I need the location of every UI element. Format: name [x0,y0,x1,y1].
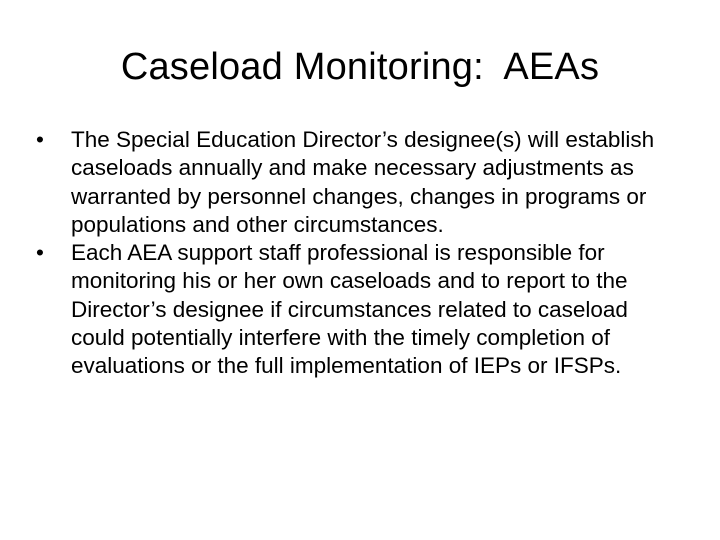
bullet-item-staff [36,239,686,380]
bullet-item-designee [36,126,686,239]
bullet-text: Each AEA support staff professional is responsible for monitoring his or her own caseloads and to report to the Director’s designee if circumstances related to caseload could potentially interfere with the timely completion of evaluations or the full implementation of IEPs or IFSPs. [71,240,628,379]
bullet-dot-icon: • [36,240,44,266]
slide-title: Caseload Monitoring: AEAs [120,46,600,88]
bullet-list [36,126,686,381]
bullet-text: The Special Education Director’s designee(s) will establish caseloads annually and make necessary adjustments as warranted by personnel changes, changes in programs or populations and other circumstances. [71,127,655,237]
bullet-dot-icon: • [36,127,44,152]
